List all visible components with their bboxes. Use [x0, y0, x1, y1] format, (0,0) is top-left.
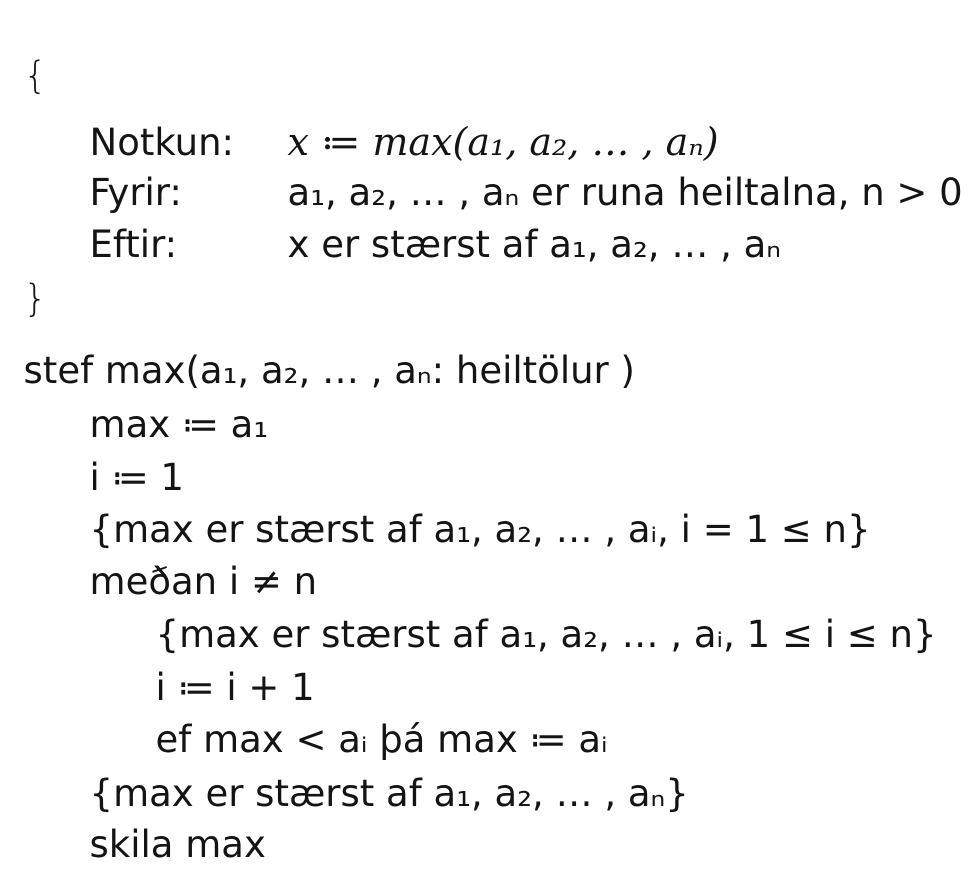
code-text-i-init: i ≔ 1: [89, 456, 184, 499]
code-line-i-init: [66, 403, 184, 499]
close-brace-text: }: [23, 277, 48, 320]
code-text-invariant-pre: {max er stærst af a₁, a₂, … , aᵢ, i = 1 ≤ n}: [89, 508, 871, 551]
code-text-loop-invariant: {max er stærst af a₁, a₂, … , aᵢ, 1 ≤ i ≤ n}: [155, 613, 937, 656]
code-line-if: [132, 665, 608, 761]
code-text-postcondition: {max er stærst af a₁, a₂, … , aₙ}: [89, 772, 689, 815]
spec-content-fyrir: a₁, a₂, … , aₙ er runa heiltalna, n > 0: [287, 171, 963, 214]
code-text-stef: stef max(a₁, a₂, … , aₙ: heiltölur ): [23, 349, 635, 392]
open-brace-text: {: [23, 54, 48, 97]
spec-content-eftir: x er stærst af a₁, a₂, … , aₙ: [287, 223, 782, 266]
code-line-while: [66, 507, 318, 603]
code-text-return: skila max: [89, 823, 266, 866]
spec-row-notkun: [66, 67, 719, 164]
spec-row-eftir: [66, 170, 782, 266]
code-text-max-init: max ≔ a₁: [89, 403, 269, 446]
spec-open-brace: [0, 1, 48, 97]
spec-label-fyrir: Fyrir:: [89, 171, 182, 214]
code-line-postcondition: [66, 719, 689, 815]
spec-content-notkun: x ≔ max(a₁, a₂, … , aₙ): [287, 120, 719, 164]
spec-row-fyrir: [66, 118, 963, 214]
code-line-max-init: [66, 350, 269, 446]
code-line-increment: [132, 613, 315, 709]
code-text-while: meðan i ≠ n: [89, 560, 318, 603]
code-line-stef: [0, 296, 635, 392]
spec-label-notkun: Notkun:: [89, 121, 235, 164]
code-text-increment: i ≔ i + 1: [155, 666, 315, 709]
code-line-invariant-pre: [66, 455, 871, 551]
code-line-return: [66, 770, 266, 866]
code-text-if: ef max < aᵢ þá max ≔ aᵢ: [155, 718, 608, 761]
spec-close-brace: [0, 224, 48, 320]
code-line-loop-invariant: [132, 560, 937, 656]
spec-label-eftir: Eftir:: [89, 223, 178, 266]
